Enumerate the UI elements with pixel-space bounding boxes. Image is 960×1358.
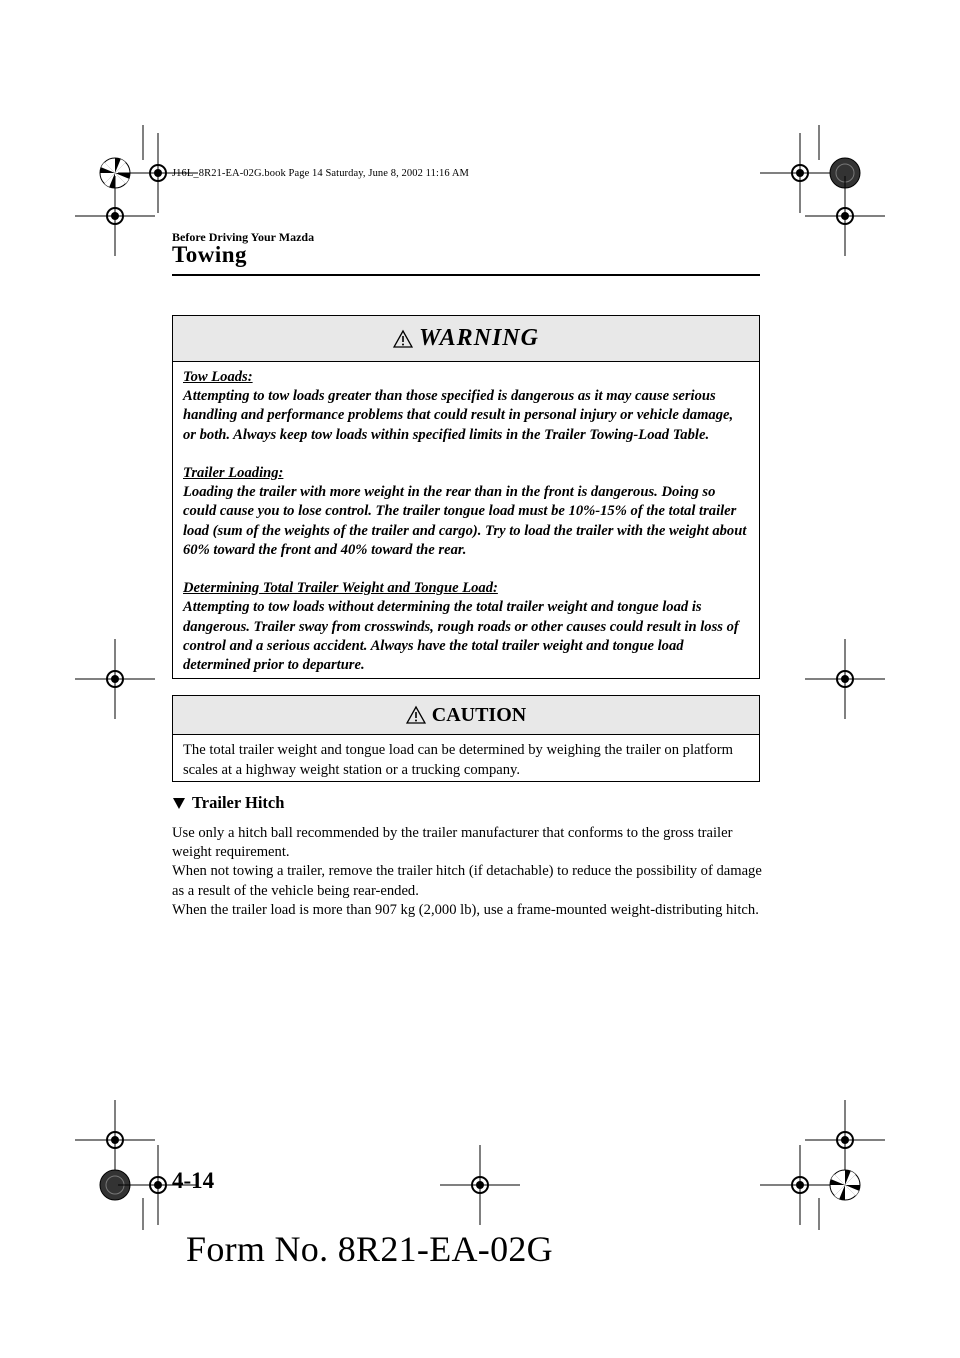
warning-header bbox=[173, 316, 759, 362]
title-rule bbox=[172, 274, 760, 276]
warning-item-heading: Tow Loads: bbox=[183, 369, 253, 385]
crosshair-mark bbox=[805, 176, 885, 256]
caution-box bbox=[172, 695, 760, 782]
warning-item-heading: Trailer Loading: bbox=[183, 465, 284, 481]
crosshair-mark bbox=[75, 639, 155, 719]
crosshair-mark bbox=[75, 176, 155, 256]
section-heading-text: Trailer Hitch bbox=[192, 793, 285, 812]
crosshair-mark bbox=[760, 133, 840, 213]
paragraph: When the trailer load is more than 907 kg (2,000 lb), use a frame-mounted weight-distributing hitch. bbox=[172, 901, 759, 918]
starburst-mark-bottom-right bbox=[830, 1170, 860, 1200]
crosshair-mark bbox=[760, 1145, 840, 1225]
page-number: 4-14 bbox=[172, 1168, 215, 1193]
warning-item-heading: Determining Total Trailer Weight and Tongue Load: bbox=[183, 580, 498, 597]
crosshair-mark bbox=[805, 1100, 885, 1180]
book-stamp: J16L_8R21-EA-02G.book Page 14 Saturday, June 8, 2002 11:16 AM bbox=[172, 168, 469, 179]
caution-text: The total trailer weight and tongue load can be determined by weighing the trailer on platform scales at a highway weight station or a trucking company. bbox=[183, 742, 733, 778]
paragraph: Use only a hitch ball recommended by the trailer manufacturer that conforms to the gross trailer weight requirement. bbox=[172, 825, 733, 861]
warning-triangle-icon bbox=[393, 329, 413, 349]
section-label: Before Driving Your Mazda bbox=[172, 230, 315, 244]
section-body bbox=[172, 824, 762, 920]
page-title: Towing bbox=[172, 242, 248, 267]
warning-item bbox=[183, 579, 749, 675]
triangle-down-icon bbox=[172, 796, 186, 810]
warning-body bbox=[173, 362, 759, 675]
warning-item-text: Attempting to tow loads greater than those specified is dangerous as it may cause serious handling and performance problems that could result in personal injury or vehicle damage, or both. Always keep tow loads within specified limits in the Trailer Towing-Load Table. bbox=[183, 388, 734, 443]
crosshair-mark bbox=[440, 1145, 520, 1225]
warning-item bbox=[183, 368, 749, 445]
warning-box bbox=[172, 315, 760, 679]
caution-header bbox=[173, 696, 759, 735]
warning-item-text: Attempting to tow loads without determining the total trailer weight and tongue load is dangerous. Trailer sway from crosswinds, rough roads or other causes could result in loss of control and a serious accident. Always have the total trailer weight and tongue load determined prior to departure. bbox=[183, 599, 739, 674]
section-heading bbox=[172, 793, 284, 813]
paragraph: When not towing a trailer, remove the trailer hitch (if detachable) to reduce the possibility of damage as a result of the vehicle being rear-ended. bbox=[172, 863, 762, 899]
caution-label: CAUTION bbox=[431, 704, 527, 726]
warning-label: WARNING bbox=[419, 325, 539, 351]
crosshair-mark bbox=[75, 1100, 155, 1180]
warning-item bbox=[183, 464, 749, 560]
crosshair-mark bbox=[805, 639, 885, 719]
caution-triangle-icon bbox=[406, 705, 426, 725]
form-number: Form No. 8R21-EA-02G bbox=[186, 1229, 553, 1269]
warning-item-text: Loading the trailer with more weight in the rear than in the front is dangerous. Doing so could cause you to lose control. The trailer tongue load must be 10%-15% of the total trailer load (sum of the weights of the trailer and cargo). Try to load the trailer with the weight about 60% toward the front and 40% toward the rear. bbox=[183, 484, 747, 558]
